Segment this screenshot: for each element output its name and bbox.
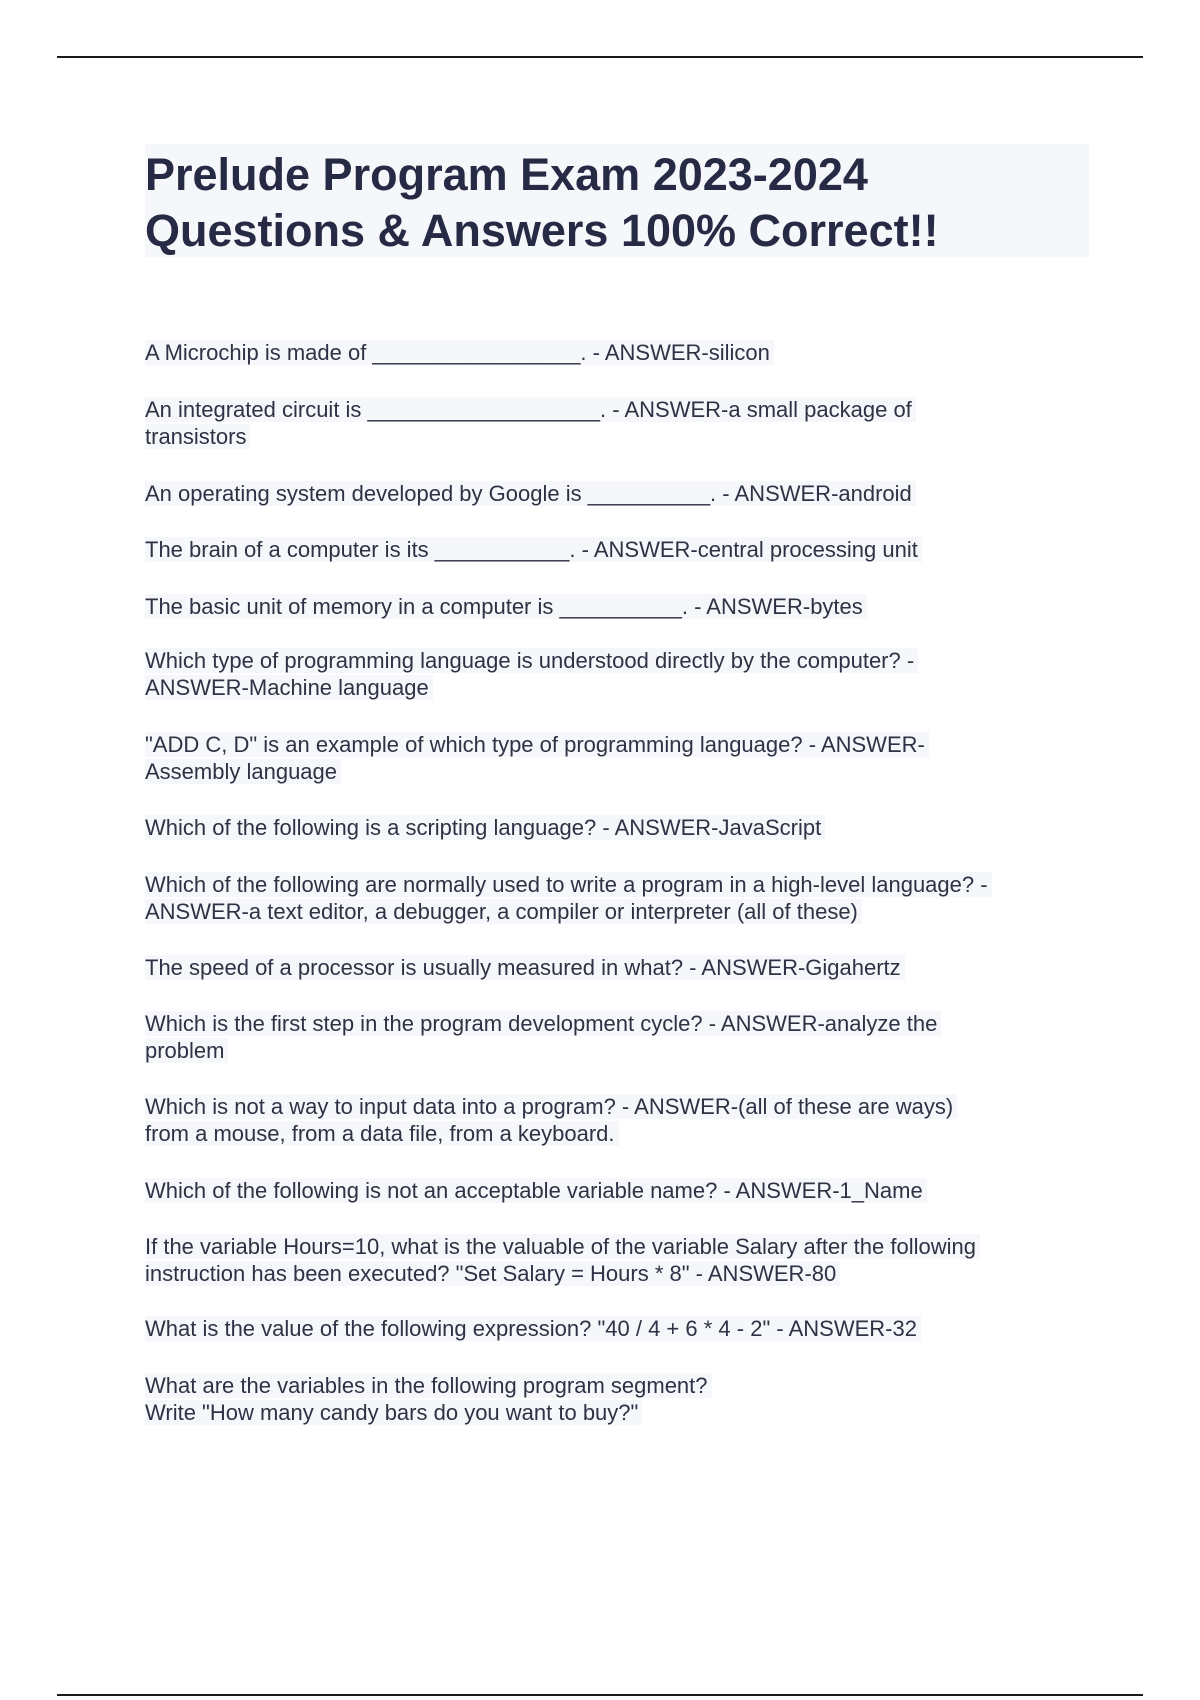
- qa-text-line: Which is the first step in the program development cycle? - ANSWER-analyze the: [145, 1011, 941, 1036]
- qa-text-line: An integrated circuit is ___________________. - ANSWER-a small package of: [145, 397, 916, 422]
- top-rule: [57, 56, 1143, 58]
- qa-text-line: ANSWER-Machine language: [145, 675, 433, 700]
- qa-text-line: Assembly language: [145, 759, 341, 784]
- qa-text-line: transistors: [145, 424, 250, 449]
- qa-item: [145, 1010, 1095, 1064]
- qa-text-line: Write "How many candy bars do you want to buy?": [145, 1400, 642, 1425]
- qa-text-line: The basic unit of memory in a computer is __________. - ANSWER-bytes: [145, 594, 867, 619]
- qa-text-line: The speed of a processor is usually measured in what? - ANSWER-Gigahertz: [145, 955, 905, 980]
- qa-item: [145, 339, 1095, 366]
- document-title: [145, 144, 1089, 257]
- qa-text-line: Which of the following is not an acceptable variable name? - ANSWER-1_Name: [145, 1178, 927, 1203]
- qa-text-line: "ADD C, D" is an example of which type of programming language? - ANSWER-: [145, 732, 929, 757]
- qa-item: [145, 647, 1095, 701]
- qa-text-line: from a mouse, from a data file, from a keyboard.: [145, 1121, 619, 1146]
- qa-text-line: instruction has been executed? "Set Salary = Hours * 8" - ANSWER-80: [145, 1261, 840, 1286]
- qa-text-line: What are the variables in the following program segment?: [145, 1373, 712, 1398]
- bottom-rule: [57, 1694, 1143, 1696]
- qa-item: [145, 536, 1095, 563]
- qa-item: [145, 954, 1095, 981]
- qa-item: [145, 1372, 1095, 1426]
- title-line-2: Questions & Answers 100% Correct!!: [145, 205, 939, 256]
- qa-text-line: If the variable Hours=10, what is the valuable of the variable Salary after the following: [145, 1234, 980, 1259]
- qa-text-line: An operating system developed by Google is __________. - ANSWER-android: [145, 481, 916, 506]
- qa-item: [145, 871, 1095, 925]
- qa-item: [145, 814, 1095, 841]
- qa-item: [145, 1233, 1095, 1287]
- qa-text-line: ANSWER-a text editor, a debugger, a compiler or interpreter (all of these): [145, 899, 862, 924]
- qa-item: [145, 480, 1095, 507]
- qa-text-line: What is the value of the following expression? "40 / 4 + 6 * 4 - 2" - ANSWER-32: [145, 1316, 921, 1341]
- qa-item: [145, 731, 1095, 785]
- qa-item: [145, 1315, 1095, 1342]
- qa-item: [145, 593, 1095, 620]
- qa-text-line: A Microchip is made of _________________. - ANSWER-silicon: [145, 340, 774, 365]
- qa-text-line: Which is not a way to input data into a program? - ANSWER-(all of these are ways): [145, 1094, 957, 1119]
- qa-text-line: Which of the following are normally used to write a program in a high-level language? -: [145, 872, 992, 897]
- qa-text-line: Which type of programming language is understood directly by the computer? -: [145, 648, 918, 673]
- qa-item: [145, 396, 1095, 450]
- qa-item: [145, 1177, 1095, 1204]
- qa-text-line: problem: [145, 1038, 228, 1063]
- qa-text-line: Which of the following is a scripting language? - ANSWER-JavaScript: [145, 815, 825, 840]
- qa-text-line: The brain of a computer is its ___________. - ANSWER-central processing unit: [145, 537, 922, 562]
- title-line-1: Prelude Program Exam 2023-2024: [145, 149, 868, 200]
- qa-item: [145, 1093, 1095, 1147]
